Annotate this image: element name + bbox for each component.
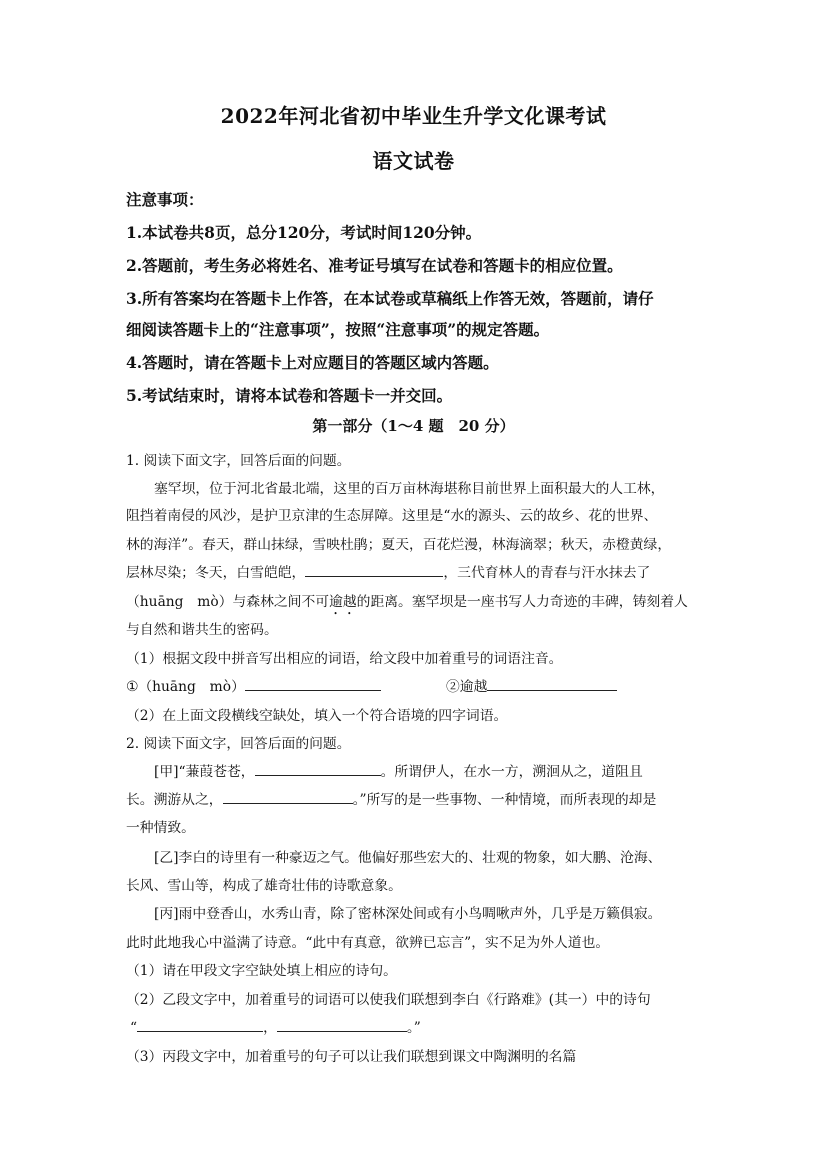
q1-answer-1-blank[interactable]: [245, 676, 381, 691]
notice-item-2: 2.答题前，考生务必将姓名、准考证号填写在试卷和答题卡的相应位置。: [126, 256, 623, 275]
q1-para-line-4: [126, 561, 650, 581]
q2-bing-line-2: 此时此地我心中溢满了诗意。“此中有真意，欲辨已忘言”，实不足为外人道也。: [126, 935, 610, 951]
q1-stem: 1. 阅读下面文字，回答后面的问题。: [126, 453, 351, 469]
q2-jia-line-2-a: 长。溯游从之，: [126, 792, 223, 808]
q2-sub-2-blank-2[interactable]: [277, 1017, 407, 1032]
q1-answer-2: [446, 675, 617, 695]
q1-para-line-6: 与自然和谐共生的密码。: [126, 622, 278, 638]
q1-para-line-4-a: 层林尽染；冬天，白雪皑皑，: [126, 565, 306, 581]
notice-item-1: 1.本试卷共8页，总分120分，考试时间120分钟。: [126, 223, 482, 242]
exam-subtitle: 语文试卷: [372, 149, 455, 173]
exam-title: 2022年河北省初中毕业生升学文化课考试: [220, 104, 607, 128]
q1-para-line-5-a: （huāng mò）与森林之间不可: [126, 594, 330, 610]
q1-sub-1: （1）根据文段中拼音写出相应的词语，给文段中加着重号的词语注音。: [126, 651, 563, 667]
q1-para-line-5: [126, 590, 688, 618]
q2-sub-3: （3）丙段文字中，加着重号的句子可以让我们联想到课文中陶渊明的名篇: [126, 1049, 577, 1065]
q1-answer-1-label: ①（huāng mò）: [126, 679, 245, 695]
q2-yi-line-1: [乙]李白的诗里有一种豪迈之气。他偏好那些宏大的、壮观的物象，如大鹏、沧海、: [154, 850, 662, 866]
q1-sub-2: （2）在上面文段横线空缺处，填入一个符合语境的四字词语。: [126, 708, 508, 724]
q1-para-line-1: 塞罕坝，位于河北省最北端，这里的百万亩林海堪称目前世界上面积最大的人工林，: [154, 481, 665, 497]
q2-stem: 2. 阅读下面文字，回答后面的问题。: [126, 736, 351, 752]
q2-jia-blank-1[interactable]: [255, 761, 381, 776]
q2-sub-2-blank-1[interactable]: [137, 1017, 263, 1032]
q1-answer-2-label: ②逾越: [446, 679, 488, 695]
q1-emphasized-word: 逾越: [329, 594, 357, 610]
q1-answer-2-blank[interactable]: [487, 676, 617, 691]
q2-sub-2: （2）乙段文字中，加着重号的词语可以使我们联想到李白《行路难》(其一）中的诗句: [126, 992, 651, 1008]
q2-jia-line-1-a: [甲]“蒹葭苍苍，: [154, 764, 255, 780]
q1-para-line-4-b: ，三代育林人的青春与汗水抹去了: [443, 565, 651, 581]
q1-para-line-3: 林的海洋”。春天，群山抹绿，雪映杜鹃；夏天，百花烂漫，林海滴翠；秋天，赤橙黄绿，: [126, 537, 672, 553]
notice-item-3: 3.所有答案均在答题卡上作答，在本试卷或草稿纸上作答无效，答题前，请仔: [126, 289, 654, 308]
q2-quote-close: 。”: [406, 1020, 421, 1036]
q2-jia-line-2: [126, 788, 656, 808]
q2-sub-2-answer: [130, 1016, 421, 1036]
part-heading: 第一部分（1～4 题 20 分）: [312, 417, 515, 435]
notice-item-4: 4.答题时，请在答题卡上对应题目的答题区域内答题。: [126, 353, 499, 372]
q2-jia-blank-2[interactable]: [223, 789, 353, 804]
notice-heading: 注意事项：: [126, 190, 204, 209]
q1-blank-fill[interactable]: [305, 562, 443, 577]
q1-answer-line: [126, 675, 381, 695]
q2-bing-line-1: [丙]雨中登香山，水秀山青，除了密林深处间或有小鸟啁啾声外，几乎是万籁俱寂。: [154, 906, 662, 922]
q2-jia-line-1-b: 。所谓伊人，在水一方，溯洄从之，道阻且: [380, 764, 643, 780]
q1-para-line-2: 阻挡着南侵的风沙，是护卫京津的生态屏障。这里是“水的源头、云的故乡、花的世界、: [126, 508, 658, 524]
q2-quote-open: “: [130, 1020, 138, 1036]
q2-jia-line-3: 一种情致。: [126, 820, 195, 836]
q1-para-line-5-b: 的距离。塞罕坝是一座书写人力奇迹的丰碑，铸刻着人: [356, 594, 688, 610]
q2-quote-comma: ，: [263, 1020, 277, 1036]
notice-item-5: 5.考试结束时，请将本试卷和答题卡一并交回。: [126, 386, 453, 405]
q2-jia-line-2-b: 。”所写的是一些事物、一种情境，而所表现的却是: [352, 792, 657, 808]
q2-sub-1: （1）请在甲段文字空缺处填上相应的诗句。: [126, 963, 397, 979]
q2-yi-line-2: 长风、雪山等，构成了雄奇壮伟的诗歌意象。: [126, 878, 402, 894]
notice-item-3-cont: 细阅读答题卡上的“注意事项”，按照“注意事项”的规定答题。: [126, 320, 550, 339]
q2-jia-line-1: [154, 760, 643, 780]
